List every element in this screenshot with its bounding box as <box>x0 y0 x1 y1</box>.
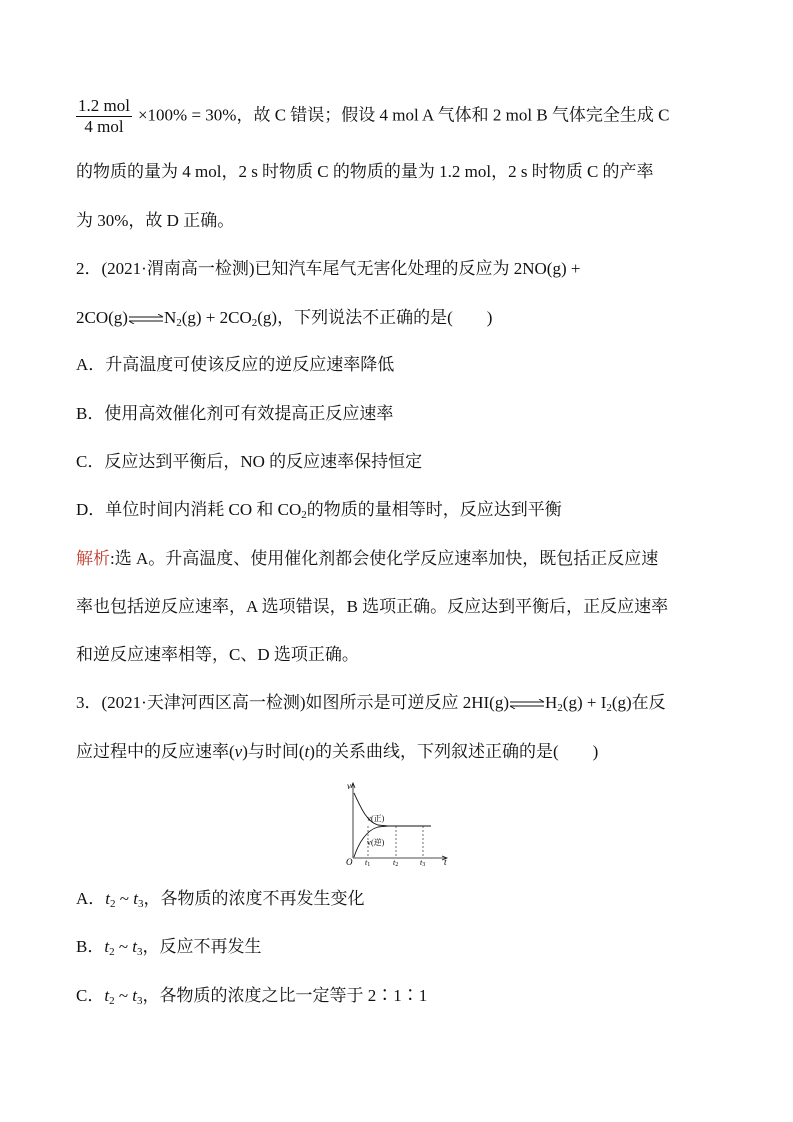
q2-option-d-text-end: 的物质的量相等时，反应达到平衡 <box>306 500 562 519</box>
q2-product-co: (g) + 2CO <box>181 308 252 327</box>
q2-stem-end: (g)，下列说法不正确的是( ) <box>257 308 493 327</box>
q2-option-b: B．使用高效催化剂可有效提高正反应速率 <box>76 404 394 423</box>
q2-option-d-text: D．单位时间内消耗 CO 和 CO <box>76 500 302 519</box>
q3-product-i: (g) + I <box>562 693 607 712</box>
option-letter: C． <box>76 986 105 1005</box>
y-axis-label: v <box>347 781 351 791</box>
var-t: t <box>104 937 110 956</box>
option-letter: B． <box>76 937 105 956</box>
q3-stem-text: )与时间( <box>242 742 305 761</box>
q3-product-h: H <box>545 693 558 712</box>
option-letter: A． <box>76 889 106 908</box>
q3-option-b <box>76 936 262 958</box>
option-text: ，反应不再发生 <box>142 937 262 956</box>
subscript: 2 <box>606 702 612 714</box>
tilde: ~ <box>114 986 133 1005</box>
var-v: v <box>234 742 243 761</box>
subscript: 2 <box>251 317 258 329</box>
analysis-text: :选 A。升高温度、使用催化剂都会使化学反应速率加快，既包括正反应速 <box>110 549 659 568</box>
var-t: t <box>304 742 310 761</box>
option-text: ，各物质的浓度不再发生变化 <box>143 889 365 908</box>
q2-analysis-line-2: 率也包括逆反应速率，A 选项错误，B 选项正确。反应达到平衡后，正反应速率 <box>76 597 669 616</box>
subscript: 2 <box>109 995 115 1007</box>
subscript: 3 <box>137 898 144 910</box>
q2-stem-line-1: 2．(2021·渭南高一检测)已知汽车尾气无害化处理的反应为 2NO(g) + <box>76 259 581 278</box>
reverse-rate-label: v(逆) <box>367 838 385 847</box>
q2-option-c: C．反应达到平衡后，NO 的反应速率保持恒定 <box>76 452 423 471</box>
forward-rate-curve <box>354 793 431 826</box>
fraction <box>76 96 132 137</box>
q2-reactant: 2CO(g) <box>76 308 128 327</box>
subscript: 2 <box>109 946 115 958</box>
tilde: ~ <box>115 889 134 908</box>
q3-option-c <box>76 985 427 1007</box>
solution-line-2: 的物质的量为 4 mol，2 s 时物质 C 的物质的量为 1.2 mol，2 s 时物质 C 的产率 <box>76 162 654 181</box>
q3-stem-line-1 <box>76 692 666 714</box>
tilde: ~ <box>114 937 133 956</box>
q3-stem-line-2 <box>76 741 598 763</box>
var-t: t <box>105 889 111 908</box>
q3-stem-text: 3．(2021·天津河西区高一检测)如图所示是可逆反应 2HI(g) <box>76 693 509 712</box>
option-text: ，各物质的浓度之比一定等于 2∶1∶1 <box>142 986 428 1005</box>
q2-stem-line-2 <box>76 307 492 329</box>
var-t: t <box>132 986 138 1005</box>
q2-analysis-line-1 <box>76 548 658 570</box>
analysis-label: 解析 <box>76 549 110 568</box>
origin-label: O <box>346 857 353 866</box>
x-axis-label: t <box>444 857 447 866</box>
q3-stem-text: )的关系曲线，下列叙述正确的是( ) <box>309 742 599 761</box>
subscript: 2 <box>301 509 307 521</box>
subscript: 2 <box>557 702 563 714</box>
q2-option-d <box>76 499 562 521</box>
subscript: 3 <box>137 995 143 1007</box>
var-t: t <box>133 889 138 908</box>
solution-text-1: ×100% = 30%，故 C 错误；假设 4 mol A 气体和 2 mol B 气体完全生成 C <box>137 105 670 125</box>
fraction-denominator: 4 mol <box>84 117 124 136</box>
tick-t2: t2 <box>393 858 399 866</box>
subscript: 2 <box>110 898 116 910</box>
var-t: t <box>104 986 110 1005</box>
q2-product-n: N <box>163 308 177 327</box>
tick-t1: t1 <box>365 858 371 866</box>
fraction-numerator: 1.2 mol <box>78 96 130 115</box>
equilibrium-arrow-icon <box>509 699 545 709</box>
subscript: 3 <box>137 946 143 958</box>
q3-option-a <box>76 888 364 910</box>
q2-analysis-line-3: 和逆反应速率相等，C、D 选项正确。 <box>76 645 359 664</box>
q3-stem-text: 应过程中的反应速率( <box>76 742 235 761</box>
tick-t3: t3 <box>420 858 426 866</box>
rate-time-figure <box>343 778 453 866</box>
var-t: t <box>132 937 138 956</box>
equilibrium-arrow-icon <box>128 314 164 324</box>
solution-line-1 <box>76 96 670 137</box>
q3-stem-end: (g)在反 <box>611 693 666 712</box>
q2-option-a: A．升高温度可使该反应的逆反应速率降低 <box>76 355 395 374</box>
subscript: 2 <box>176 317 182 329</box>
forward-rate-label: v(正) <box>367 814 385 823</box>
solution-line-3: 为 30%，故 D 正确。 <box>76 211 235 230</box>
